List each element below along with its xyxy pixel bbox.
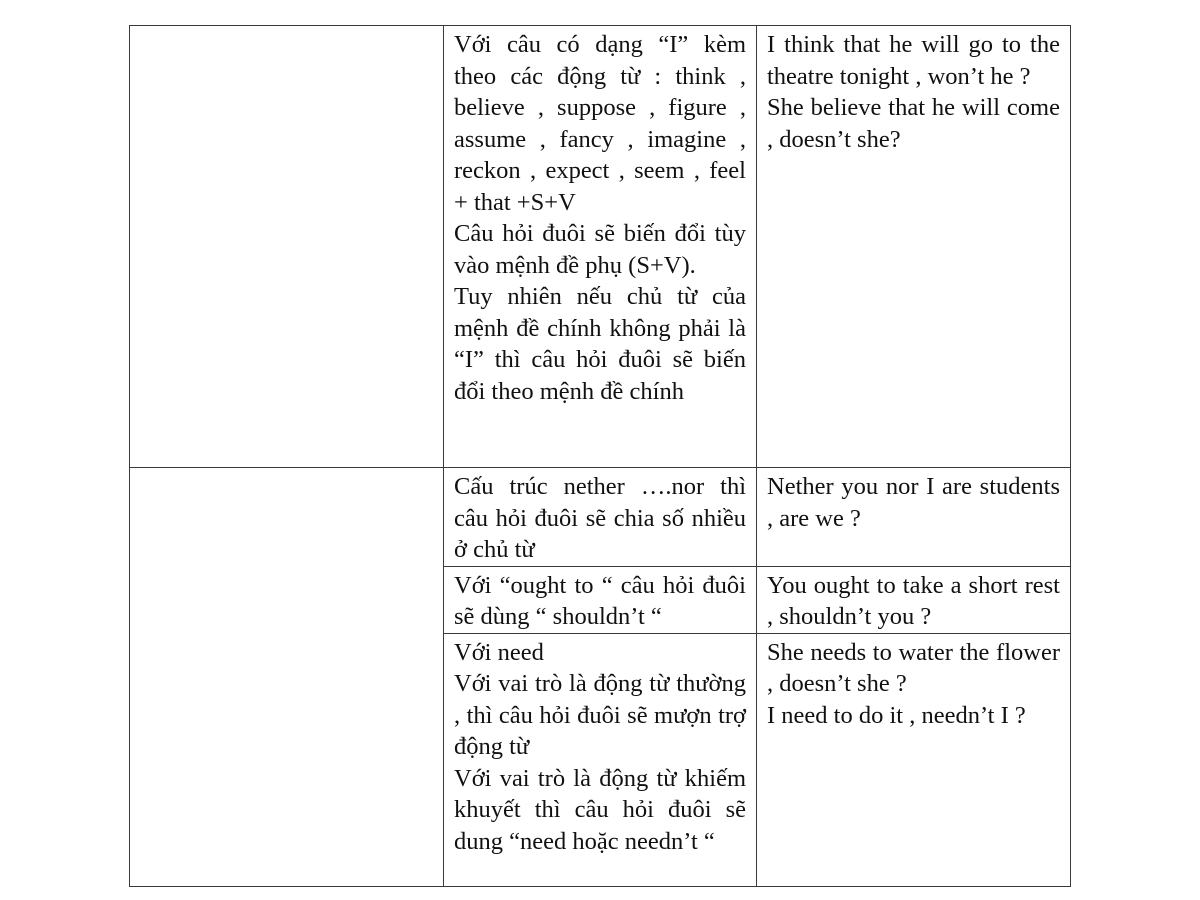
example-cell	[757, 633, 1071, 886]
rule-cell	[444, 566, 757, 633]
rule-text: Với need	[454, 638, 544, 666]
example-text: She needs to water the flower , doesn’t she ?	[767, 638, 1060, 697]
empty-cell	[130, 468, 444, 887]
rule-text: Cấu trúc nether ….nor thì câu hỏi đuôi sẽ chia số nhiều ở chủ từ	[454, 473, 746, 563]
table-row	[130, 468, 1071, 567]
rule-text: Với vai trò là động từ thường , thì câu hỏi đuôi sẽ mượn trợ động từ	[454, 670, 746, 760]
rule-text: Tuy nhiên nếu chủ từ của mệnh đề chính không phải là “I” thì câu hỏi đuôi sẽ biến đổi theo mệnh đề chính	[454, 283, 746, 405]
empty-cell	[130, 26, 444, 468]
rule-text: Câu hỏi đuôi sẽ biến đổi tùy vào mệnh đề phụ (S+V).	[454, 220, 746, 279]
rule-text: Với “ought to “ câu hỏi đuôi sẽ dùng “ shouldn’t “	[454, 571, 746, 630]
rule-text: Với câu có dạng “I” kèm theo các động từ : think , believe , suppose , figure , assume , fancy , imagine , reckon , expect , seem , feel + that +S+V	[454, 31, 746, 216]
example-cell	[757, 566, 1071, 633]
example-cell	[757, 26, 1071, 468]
example-text: Nether you nor I are students , are we ?	[767, 473, 1060, 532]
example-text: You ought to take a short rest , shouldn’t you ?	[767, 571, 1060, 630]
table-row	[130, 26, 1071, 468]
example-text: I think that he will go to the theatre tonight , won’t he ?	[767, 31, 1060, 90]
example-text: I need to do it , needn’t I ?	[767, 701, 1026, 729]
rule-cell	[444, 633, 757, 886]
rule-cell	[444, 468, 757, 567]
example-cell	[757, 468, 1071, 567]
grammar-table	[129, 25, 1071, 887]
example-text: She believe that he will come , doesn’t she?	[767, 94, 1060, 153]
rule-cell	[444, 26, 757, 468]
rule-text: Với vai trò là động từ khiếm khuyết thì câu hỏi đuôi sẽ dung “need hoặc needn’t “	[454, 764, 746, 855]
